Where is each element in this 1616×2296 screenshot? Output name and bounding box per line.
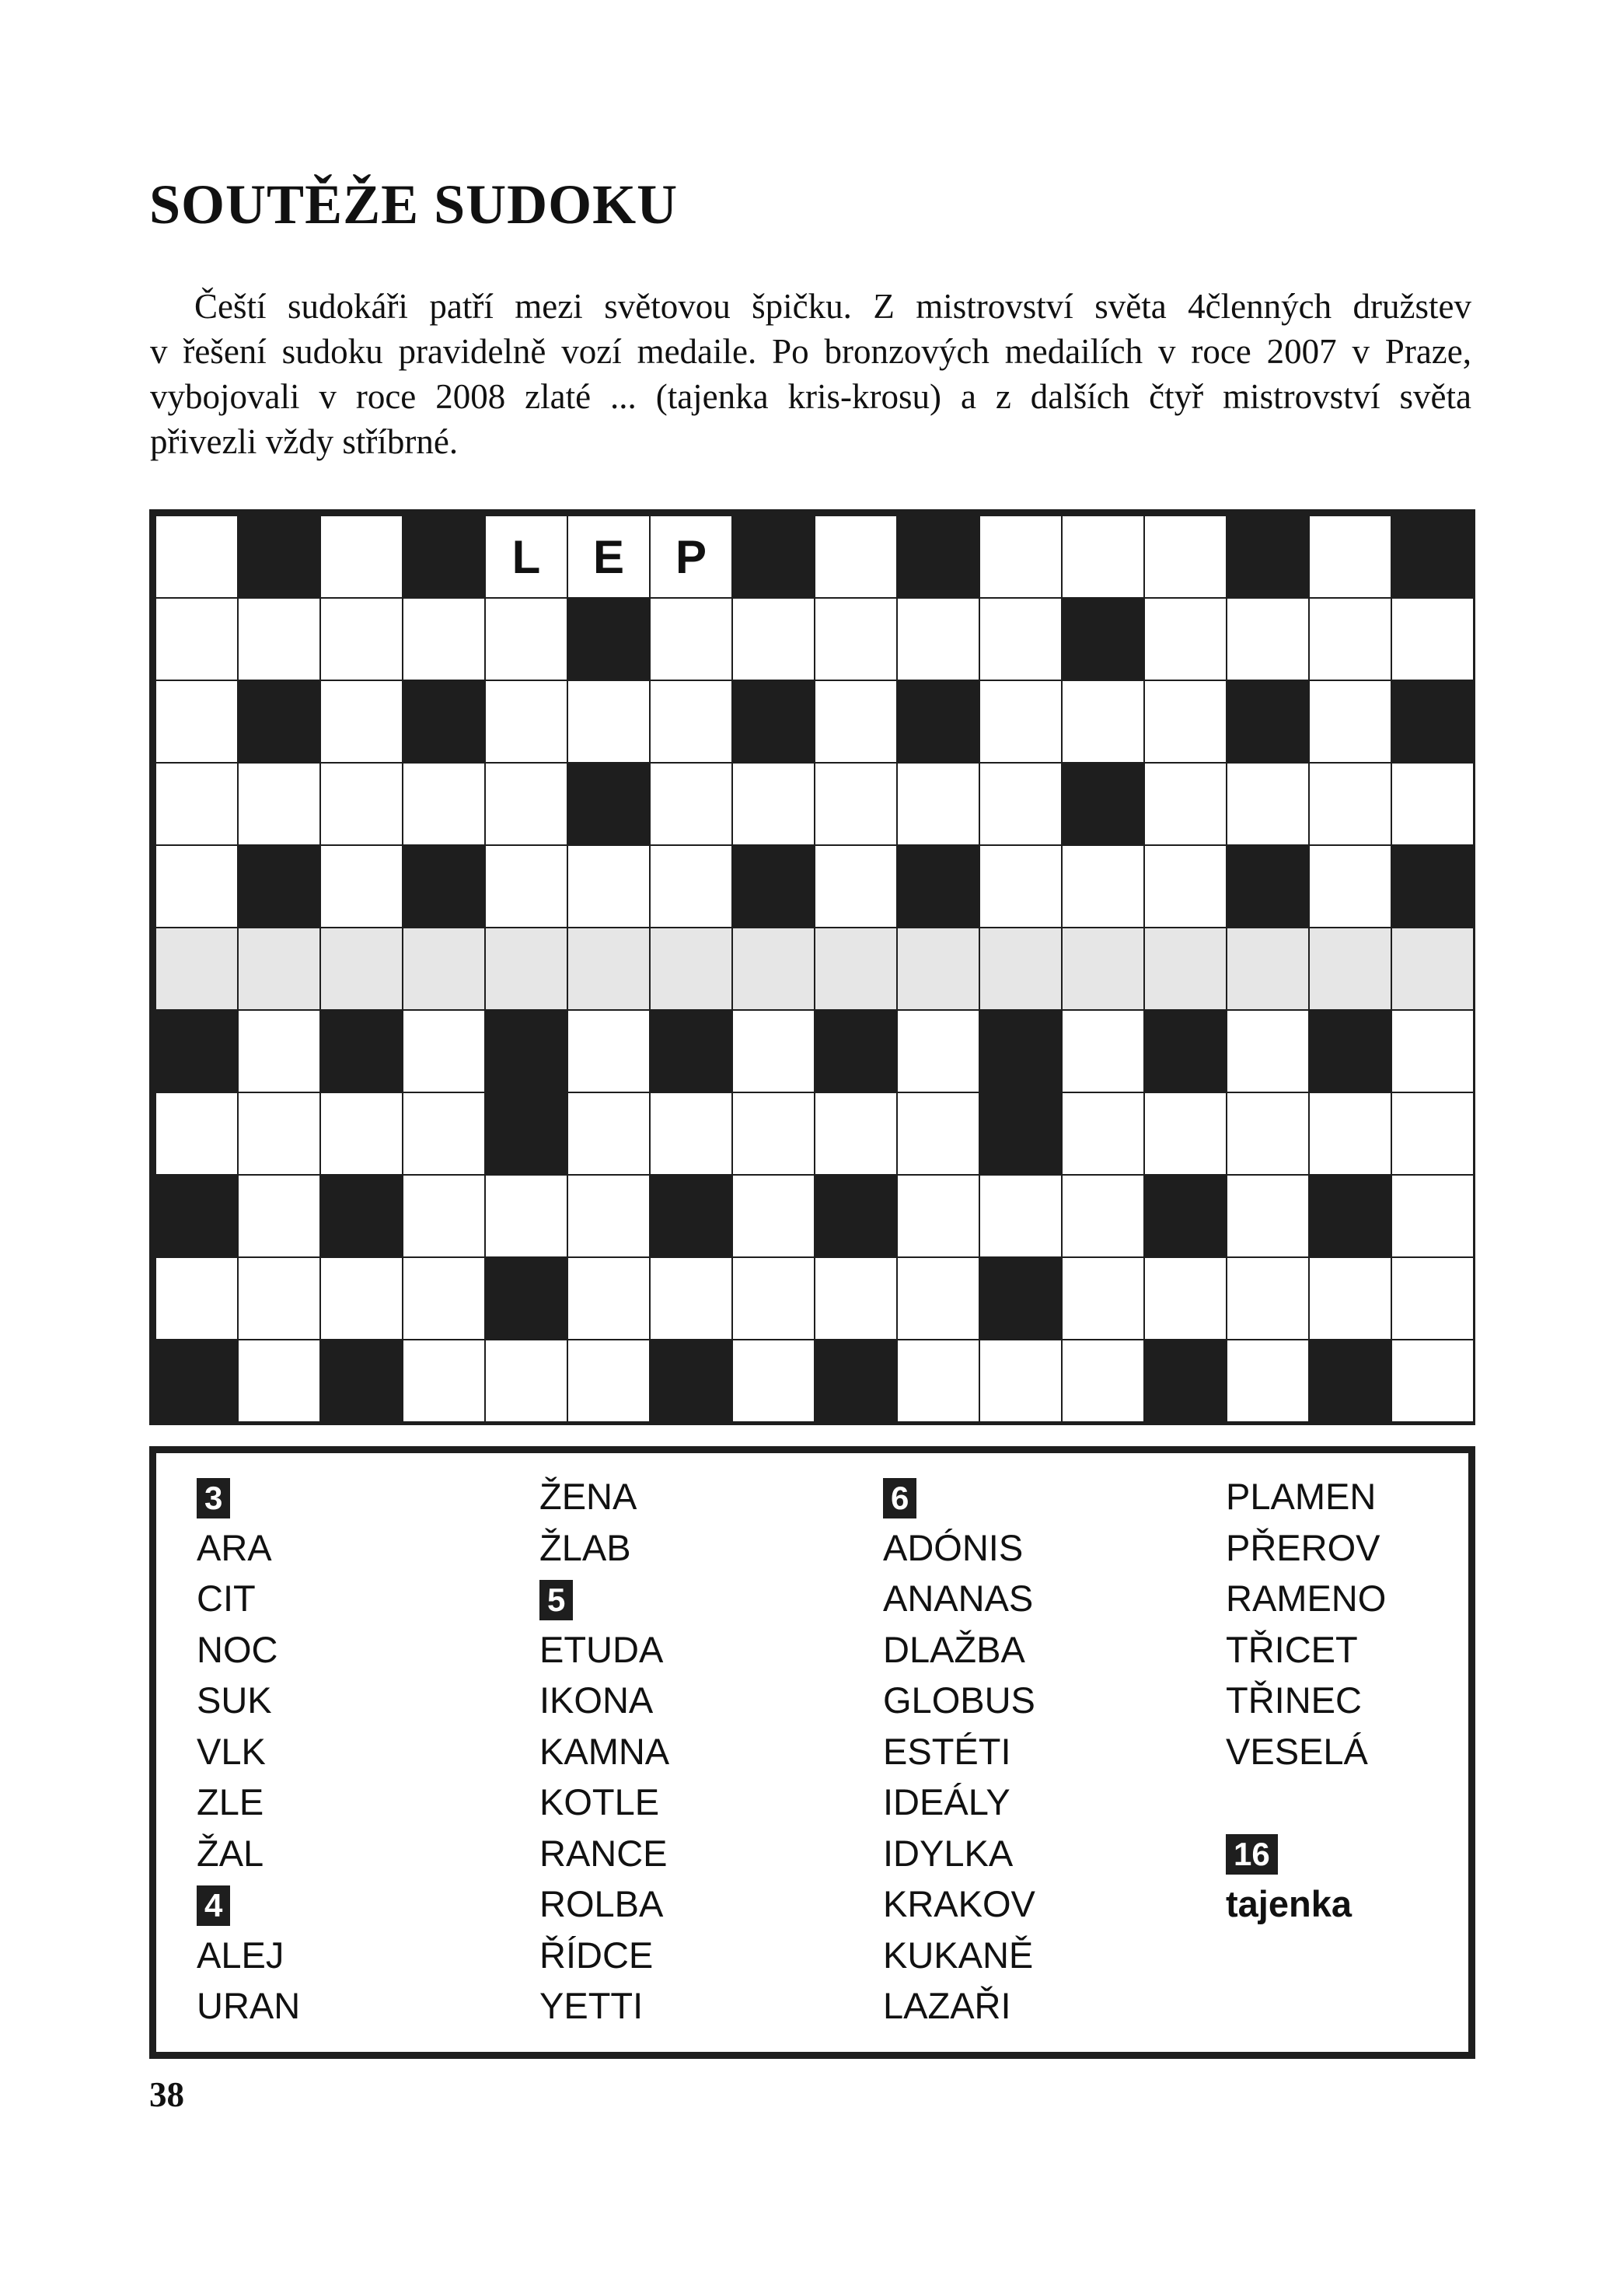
letter-cell[interactable] [898, 764, 980, 846]
letter-cell[interactable] [568, 1258, 651, 1340]
letter-cell[interactable] [403, 1258, 486, 1340]
word-item: ŽENA [539, 1476, 637, 1517]
word-item: YETTI [539, 1985, 644, 2026]
black-cell [486, 1258, 568, 1340]
black-cell [1227, 846, 1310, 928]
word-item: IDYLKA [883, 1832, 1014, 1874]
letter-cell[interactable] [403, 1340, 486, 1423]
letter-cell[interactable] [486, 764, 568, 846]
letter-cell[interactable] [651, 1093, 733, 1176]
letter-cell[interactable] [1063, 1258, 1145, 1340]
word-list-box [149, 1446, 1475, 2059]
length-badge: 6 [883, 1478, 916, 1518]
word-item: ANANAS [883, 1578, 1034, 1619]
word-item: KUKANĚ [883, 1934, 1034, 1976]
black-cell [898, 846, 980, 928]
letter-cell[interactable] [156, 846, 239, 928]
letter-cell[interactable] [486, 846, 568, 928]
black-cell [980, 1011, 1063, 1093]
letter-cell[interactable] [651, 764, 733, 846]
length-group-header [197, 1471, 300, 1522]
tajenka-cell[interactable] [239, 928, 321, 1011]
black-cell [568, 764, 651, 846]
black-cell [1310, 1340, 1392, 1423]
letter-cell[interactable] [815, 1258, 898, 1340]
letter-cell[interactable] [239, 1093, 321, 1176]
letter-cell[interactable] [568, 846, 651, 928]
letter-cell[interactable] [1392, 1258, 1475, 1340]
length-group-header [1226, 1828, 1386, 1879]
letter-cell[interactable] [1063, 1176, 1145, 1258]
letter-cell[interactable] [403, 764, 486, 846]
tajenka-cell[interactable] [980, 928, 1063, 1011]
letter-cell[interactable] [980, 599, 1063, 681]
length-badge: 4 [197, 1885, 230, 1926]
letter-cell[interactable] [321, 599, 403, 681]
word-item: IDEÁLY [883, 1781, 1010, 1822]
word-item: URAN [197, 1985, 301, 2026]
letter-cell[interactable] [1310, 1093, 1392, 1176]
letter-cell[interactable] [980, 1176, 1063, 1258]
letter-cell[interactable] [1392, 1176, 1475, 1258]
length-badge: 3 [197, 1478, 230, 1518]
letter-cell[interactable] [1063, 516, 1145, 599]
letter-cell[interactable] [980, 681, 1063, 764]
letter-cell[interactable] [239, 1258, 321, 1340]
black-cell [980, 1093, 1063, 1176]
word-item: ADÓNIS [883, 1526, 1024, 1568]
black-cell [651, 1340, 733, 1423]
intro-line: vybojovali v roce 2008 zlaté ... (tajenka kris-krosu) a z dalších čtyř mistrovství světa [150, 377, 1471, 416]
intro-paragraph [150, 284, 1471, 464]
tajenka-cell[interactable] [568, 928, 651, 1011]
word-item: CIT [197, 1578, 256, 1619]
letter-cell[interactable] [1227, 1093, 1310, 1176]
black-cell [239, 516, 321, 599]
letter-cell[interactable] [568, 1093, 651, 1176]
word-item: VLK [197, 1730, 266, 1772]
black-cell [156, 1340, 239, 1423]
black-cell [1063, 599, 1145, 681]
word-item: SUK [197, 1679, 272, 1721]
black-cell [1145, 1011, 1227, 1093]
letter-cell[interactable] [1310, 681, 1392, 764]
letter-cell[interactable] [733, 764, 815, 846]
letter-cell[interactable] [568, 1011, 651, 1093]
letter-cell[interactable]: L [486, 516, 568, 599]
letter-cell[interactable] [733, 1011, 815, 1093]
page-number: 38 [149, 2075, 184, 2114]
word-item: NOC [197, 1628, 278, 1670]
letter-cell[interactable] [980, 764, 1063, 846]
letter-cell[interactable] [321, 516, 403, 599]
word-item: ESTÉTI [883, 1730, 1011, 1772]
black-cell [815, 1011, 898, 1093]
letter-cell[interactable] [1227, 599, 1310, 681]
black-cell [1310, 1011, 1392, 1093]
black-cell [321, 1340, 403, 1423]
letter-cell[interactable] [1310, 1258, 1392, 1340]
tajenka-cell[interactable] [321, 928, 403, 1011]
letter-cell[interactable] [815, 516, 898, 599]
letter-cell[interactable] [156, 1093, 239, 1176]
letter-cell[interactable] [321, 764, 403, 846]
letter-cell[interactable] [321, 846, 403, 928]
letter-cell[interactable]: E [568, 516, 651, 599]
letter-cell[interactable] [486, 681, 568, 764]
letter-cell[interactable] [1063, 681, 1145, 764]
letter-cell[interactable] [1227, 764, 1310, 846]
letter-cell[interactable] [239, 599, 321, 681]
crossword-cells [156, 516, 1475, 1423]
letter-cell[interactable] [733, 1093, 815, 1176]
letter-cell[interactable] [239, 764, 321, 846]
letter-cell[interactable] [1392, 1011, 1475, 1093]
tajenka-cell[interactable] [651, 928, 733, 1011]
tajenka-cell[interactable] [898, 928, 980, 1011]
tajenka-cell[interactable] [156, 928, 239, 1011]
black-cell [403, 681, 486, 764]
letter-cell[interactable] [486, 1176, 568, 1258]
letter-cell[interactable] [1145, 846, 1227, 928]
word-item: DLAŽBA [883, 1628, 1025, 1670]
black-cell [156, 1011, 239, 1093]
letter-cell[interactable] [733, 1176, 815, 1258]
letter-cell[interactable] [1145, 1093, 1227, 1176]
tajenka-cell[interactable] [1145, 928, 1227, 1011]
black-cell [486, 1093, 568, 1176]
length-group-header [197, 1878, 300, 1930]
letter-cell[interactable] [815, 846, 898, 928]
black-cell [486, 1011, 568, 1093]
word-item: ROLBA [539, 1883, 664, 1924]
letter-cell[interactable] [1392, 764, 1475, 846]
word-item: PLAMEN [1226, 1476, 1377, 1517]
intro-line: v řešení sudoku pravidelně vozí medaile. Po bronzových medailích v roce 2007 v Praze, [150, 332, 1471, 371]
word-item: KAMNA [539, 1730, 670, 1772]
letter-cell[interactable] [651, 846, 733, 928]
black-cell [1392, 516, 1475, 599]
word-item: KOTLE [539, 1781, 660, 1822]
black-cell [403, 516, 486, 599]
word-item: LAZAŘI [883, 1985, 1011, 2026]
letter-cell[interactable] [898, 1176, 980, 1258]
black-cell [815, 1176, 898, 1258]
letter-cell[interactable] [1145, 1258, 1227, 1340]
word-column-1 [197, 1471, 300, 2032]
letter-cell[interactable] [239, 1011, 321, 1093]
black-cell [651, 1011, 733, 1093]
word-item: ALEJ [197, 1934, 284, 1976]
word-item: KRAKOV [883, 1883, 1035, 1924]
letter-cell[interactable] [486, 1340, 568, 1423]
black-cell [156, 1176, 239, 1258]
intro-line: Čeští sudokáři patří mezi světovou špičku. Z mistrovství světa 4členných družstev [194, 287, 1471, 326]
letter-cell[interactable] [898, 1258, 980, 1340]
letter-cell[interactable] [239, 1176, 321, 1258]
letter-cell[interactable] [1392, 599, 1475, 681]
word-item: ARA [197, 1526, 272, 1568]
word-item: ŘÍDCE [539, 1934, 654, 1976]
letter-cell[interactable] [568, 1176, 651, 1258]
word-column-4 [1226, 1471, 1386, 1930]
black-cell [568, 599, 651, 681]
tajenka-cell[interactable] [1310, 928, 1392, 1011]
letter-cell[interactable] [403, 1093, 486, 1176]
letter-cell[interactable] [239, 1340, 321, 1423]
letter-cell[interactable] [1227, 1011, 1310, 1093]
letter-cell[interactable] [651, 1258, 733, 1340]
word-item: IKONA [539, 1679, 654, 1721]
letter-cell[interactable] [1145, 681, 1227, 764]
black-cell [1310, 1176, 1392, 1258]
black-cell [1227, 681, 1310, 764]
spacer [1226, 1777, 1386, 1828]
black-cell [1392, 681, 1475, 764]
letter-cell[interactable] [1310, 764, 1392, 846]
black-cell [1145, 1176, 1227, 1258]
word-item: PŘEROV [1226, 1526, 1380, 1568]
letter-cell[interactable] [1310, 516, 1392, 599]
page-title: SOUTĚŽE SUDOKU [149, 173, 679, 236]
word-item: TŘICET [1226, 1628, 1358, 1670]
letter-cell[interactable] [156, 599, 239, 681]
letter-cell[interactable] [156, 764, 239, 846]
letter-cell[interactable] [651, 681, 733, 764]
letter-cell[interactable] [403, 1011, 486, 1093]
letter-cell[interactable] [1063, 846, 1145, 928]
black-cell [733, 516, 815, 599]
black-cell [733, 681, 815, 764]
word-item: ŽAL [197, 1832, 264, 1874]
letter-cell[interactable] [156, 1258, 239, 1340]
letter-cell[interactable] [1227, 1340, 1310, 1423]
black-cell [403, 846, 486, 928]
letter-cell[interactable] [321, 1093, 403, 1176]
letter-cell[interactable] [815, 599, 898, 681]
letter-cell[interactable] [1145, 516, 1227, 599]
black-cell [733, 846, 815, 928]
black-cell [815, 1340, 898, 1423]
letter-cell[interactable] [1063, 1340, 1145, 1423]
word-item: TŘINEC [1226, 1679, 1362, 1721]
letter-cell[interactable] [321, 1258, 403, 1340]
length-group-header [883, 1471, 1035, 1522]
letter-cell[interactable] [1392, 1093, 1475, 1176]
tajenka-cell[interactable] [1063, 928, 1145, 1011]
tajenka-cell[interactable] [1392, 928, 1475, 1011]
letter-cell[interactable] [1310, 846, 1392, 928]
word-item: VESELÁ [1226, 1730, 1368, 1772]
black-cell [239, 681, 321, 764]
letter-cell[interactable] [568, 1340, 651, 1423]
black-cell [1227, 516, 1310, 599]
letter-cell[interactable] [815, 764, 898, 846]
word-item: GLOBUS [883, 1679, 1035, 1721]
letter-cell[interactable]: P [651, 516, 733, 599]
letter-cell[interactable] [898, 1011, 980, 1093]
letter-cell[interactable] [815, 681, 898, 764]
letter-cell[interactable] [1392, 1340, 1475, 1423]
letter-cell[interactable] [403, 599, 486, 681]
black-cell [898, 681, 980, 764]
length-group-header [539, 1573, 669, 1624]
letter-cell[interactable] [1145, 764, 1227, 846]
letter-cell[interactable] [815, 1093, 898, 1176]
word-item: ETUDA [539, 1628, 664, 1670]
letter-cell[interactable] [568, 681, 651, 764]
letter-cell[interactable] [980, 846, 1063, 928]
letter-cell[interactable] [898, 1340, 980, 1423]
tajenka-cell[interactable] [403, 928, 486, 1011]
letter-cell[interactable] [1310, 599, 1392, 681]
word-item: ZLE [197, 1781, 264, 1822]
tajenka-cell[interactable] [486, 928, 568, 1011]
letter-cell[interactable] [1227, 1176, 1310, 1258]
letter-cell[interactable] [651, 599, 733, 681]
word-column-3 [883, 1471, 1035, 2032]
length-badge: 5 [539, 1580, 573, 1620]
black-cell [898, 516, 980, 599]
letter-cell[interactable] [733, 1340, 815, 1423]
black-cell [1145, 1340, 1227, 1423]
letter-cell[interactable] [486, 599, 568, 681]
tajenka-cell[interactable] [733, 928, 815, 1011]
letter-cell[interactable] [980, 516, 1063, 599]
crossword-grid [149, 509, 1475, 1425]
black-cell [980, 1258, 1063, 1340]
intro-line: přivezli vždy stříbrné. [150, 422, 459, 461]
letter-cell[interactable] [898, 599, 980, 681]
word-column-2 [539, 1471, 669, 2032]
letter-cell[interactable] [898, 1093, 980, 1176]
letter-cell[interactable] [733, 599, 815, 681]
black-cell [1063, 764, 1145, 846]
black-cell [321, 1011, 403, 1093]
letter-cell[interactable] [156, 681, 239, 764]
letter-cell[interactable] [1063, 1093, 1145, 1176]
letter-cell[interactable] [733, 1258, 815, 1340]
length-badge: 16 [1226, 1834, 1278, 1875]
letter-cell[interactable] [1227, 1258, 1310, 1340]
tajenka-cell[interactable] [1227, 928, 1310, 1011]
word-item: ŽLAB [539, 1526, 631, 1568]
letter-cell[interactable] [980, 1340, 1063, 1423]
black-cell [1392, 846, 1475, 928]
letter-cell[interactable] [321, 681, 403, 764]
letter-cell[interactable] [1063, 1011, 1145, 1093]
word-item: RAMENO [1226, 1578, 1387, 1619]
word-item: RANCE [539, 1832, 668, 1874]
letter-cell[interactable] [156, 516, 239, 599]
black-cell [651, 1176, 733, 1258]
tajenka-cell[interactable] [815, 928, 898, 1011]
black-cell [321, 1176, 403, 1258]
letter-cell[interactable] [1145, 599, 1227, 681]
tajenka-label: tajenka [1226, 1883, 1352, 1924]
letter-cell[interactable] [403, 1176, 486, 1258]
black-cell [239, 846, 321, 928]
